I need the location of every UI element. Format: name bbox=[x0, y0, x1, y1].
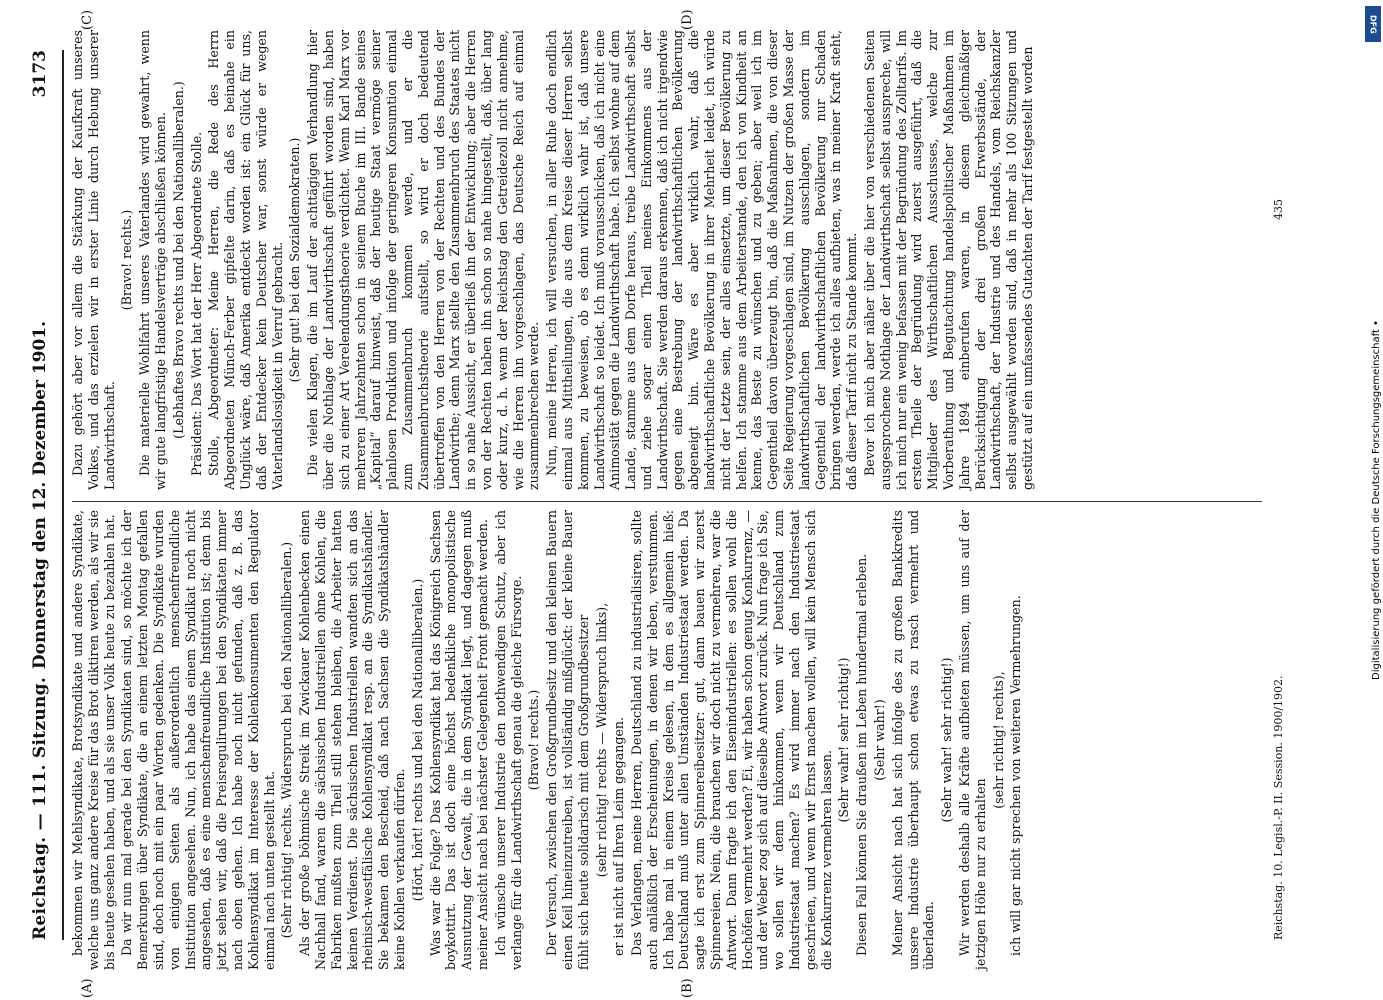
left-column-paragraph: (Bravo! rechts.) bbox=[526, 689, 542, 791]
footer-legislature: Reichstag. 10. Legisl.-P. II. Session. 1900/1902. bbox=[1272, 675, 1285, 940]
right-column-paragraph: (Lebhaftes Bravo rechts und bei den Nationalliberalen.) bbox=[170, 81, 186, 439]
left-column bbox=[70, 510, 1026, 970]
digitization-credit: Digitalisierung gefördert durch die Deutsche Forschungsgemeinschaft • bbox=[1371, 320, 1382, 680]
page-header bbox=[22, 50, 64, 940]
left-column-paragraph: (Sehr wahr! sehr richtig!) bbox=[836, 657, 852, 823]
left-column-paragraph: (Sehr wahr! sehr richtig!) bbox=[939, 657, 955, 823]
header-date: Donnerstag den 12. Dezember 1901. bbox=[30, 320, 50, 670]
page-number: 3173 bbox=[30, 50, 50, 98]
left-column-paragraph: Wir werden deshalb alle Kräfte aufbieten müssen, um uns auf der jetzigen Höhe nur zu erhalten bbox=[957, 510, 988, 970]
right-column-paragraph: (Bravo! rechts.) bbox=[119, 209, 135, 311]
column-divider bbox=[72, 501, 1262, 502]
right-column-paragraph: Nun, meine Herren, ich will versuchen, in aller Ruhe doch endlich einmal aus Mittheilungen, die aus dem Kreise dieser Herren selbst kommen, zu beweisen, ob es denn wirklich wahr ist, daß unsere Landwirthschaft so leidet. Ich muß vorausschicken, daß ich nicht eine Animosität gegen die Landwirthschaft habe. Ich selbst wohne auf dem Lande, stamme aus dem Dorfe heraus, treibe Landwirthschaft selbst und ziehe sogar einen Theil meines Einkommens aus der Landwirthschaft. Sie werden daraus erkennen, daß ich nicht irgendwie gegen eine Bestrebung der landwirthschaftlichen Bevölkerung abgeneigt bin. Wäre es aber wirklich wahr, daß die landwirthschaftliche Bevölkerung in ihrer Mehrheit leidet, ich würde nicht der Letzte sein, der alles einsetzte, um dieser Bevölkerung zu helfen. Ich stamme aus dem Arbeiterstande, den ich von Kindheit an kenne, das Beste zu wünschen und zu geben; aber weil ich im Gegentheil davon überzeugt bin, daß die Maßnahmen, die von dieser Seite Regierung vorgeschlagen sind, im Nutzen der großen Masse der landwirthschaftlichen Bevölkerung ausschlagen, sondern im Gegentheil der landwirthschaftlichen Bevölkerung nur Schaden bringen werden, werde ich alles aufbieten, was in meiner Kraft steht, daß dieser Tarif nicht zu Stande kommt. bbox=[544, 30, 860, 490]
footer-sheet-number: 435 bbox=[1272, 199, 1285, 220]
left-column-paragraph: ich will gar nicht sprechen von weiteren Vermehrungen. bbox=[1008, 595, 1024, 956]
left-column-paragraph: Meiner Ansicht nach hat sich infolge des zu großen Bankkredits unsere Industrie überhaupt schon etwas zu rasch vermehrt und überladen. bbox=[889, 510, 937, 970]
left-column-paragraph: er ist nicht auf Ihren Leim gegangen. bbox=[611, 717, 627, 956]
left-column-paragraph: (sehr richtig! rechts), bbox=[990, 671, 1006, 809]
right-column-paragraph: Bevor ich mich aber näher über die hier von verschiedenen Seiten ausgesprochene Nothlage der Landwirthschaft selbst ausspreche, will ich mich nur ein wenig befassen mit der Begründung des Zolltarifs. Im ersten Theile der Begründung wird zuerst ausgeführt, daß die Mitglieder des Wirthschaftlichen Ausschusses, welche zur Vorberathung und Begutachtung handelspolitischer Maßnahmen im Jahre 1894 einberufen waren, in diesem gleichmäßiger Berücksichtigung der drei großen Erwerbsstände, der Landwirthschaft, der Industrie und des Handels, vom Reichskanzler selbst ausgewählt worden sind, daß in mehr als 100 Sitzungen und gestützt auf ein umfassendes Gutachten der Tarif festgestellt worden bbox=[862, 30, 1036, 490]
left-column-paragraph: Als der große böhmische Streik im Zwickauer Kohlenbecken einen Nachhall fand, waren die sächsischen Industriellen ohne Kohlen, die Fabriken mußten zum Theil still stehen bleiben, die Arbeiter hatten keinen Verdienst. Die sächsischen Industriellen wandten sich an das rheinisch-westfälische Kohlensyndikat resp. an die Syndikatshändler. Sie bekamen den Bescheid, daß nach Sachsen die Syndikatshändler keine Kohlen verkaufen dürfen. bbox=[297, 510, 407, 970]
left-column-paragraph: Da wir nun mal gerade bei den Syndikaten sind, so möchte ich der Bemerkungen über Syndikate, die an einem letzten Montag gefallen sind, doch noch mit ein paar Worten gedenken. Die Syndikate wurden von einigen Seiten als außerordentlich menschenfreundliche Institution angesehen. Nun, ich habe das einem Syndikat noch nicht angesehen, daß es eine menschenfreundliche Institution ist; denn bis jetzt sehen wir, daß die Preisregulirungen bei den Syndikaten immer nach oben gehen. Ich habe noch nicht gefunden, daß z. B. das Kohlensyndikat im Interesse der Kohlenkonsumenten den Regulator einmal nach unten gestellt hat. bbox=[119, 510, 277, 970]
left-column-paragraph: (Hört, hört! rechts und bei den Nationalliberalen.) bbox=[409, 578, 425, 902]
left-column-paragraph: Diesen Fall können Sie draußen im Leben hundertmal erleben. bbox=[854, 553, 870, 956]
header-session: Reichstag. — 111. Sitzung. bbox=[30, 676, 50, 940]
page-footer bbox=[1272, 50, 1294, 940]
left-column-paragraph: (Sehr wahr!) bbox=[872, 699, 888, 781]
left-column-paragraph: Der Versuch, zwischen den Großgrundbesitz und den kleinen Bauern einen Keil hineinzutreiben, ist vollständig mißglückt: der kleine Bauer fühlt sich heute solidarisch mit dem Großgrundbesitzer bbox=[544, 510, 591, 970]
margin-mark-c: (C) bbox=[80, 9, 95, 30]
dfg-logo: DFG bbox=[1365, 6, 1381, 42]
right-column-paragraph: Die materielle Wohlfahrt unseres Vaterlandes wird gewahrt, wenn wir gute langfristige Handelsverträge abschließen können. bbox=[137, 30, 168, 490]
left-column-paragraph: Ich wünsche unserer Industrie den nothwendigen Schutz, aber ich verlange für die Landwirthschaft genau die gleiche Fürsorge. bbox=[492, 510, 524, 970]
digitization-sidebar bbox=[1370, 0, 1383, 1000]
margin-mark-b: (B) bbox=[680, 978, 695, 998]
margin-mark-a: (A) bbox=[80, 978, 95, 998]
right-column-paragraph: Präsident: Das Wort hat der Herr Abgeordnete Stolle. bbox=[188, 131, 204, 476]
right-column bbox=[70, 30, 1038, 490]
left-column-paragraph: (sehr richtig! rechts — Widerspruch links), bbox=[593, 602, 609, 878]
right-column-paragraph: Stolle, Abgeordneter: Meine Herren, die Rede des Herrn Abgeordneten Münch-Ferber gipfelte darin, daß es beinahe ein Unglück wäre, daß Amerika entdeckt worden ist: ein Glück für uns, daß der Entdecker kein Deutscher war, sonst würde er wegen Vaterlandslosigkeit in Verruf gebracht. bbox=[206, 30, 285, 490]
right-column-paragraph: Die vielen Klagen, die im Lauf der achttägigen Verhandlung hier über die Nothlage der Landwirthschaft geführt worden sind, haben sich zu einer Art Verelendungstheorie verdichtet. Wenn Karl Marx vor mehreren Jahrzehnten schon in seinem Buche im III. Bande seines „Kapital“ darauf hinweist, daß der heutige Staat vermöge seiner planlosen Produktion und infolge der geringeren Konsumtion einmal zum Zusammenbruch kommen werde, und er die Zusammenbruchstheorie aufstellt, so wird er doch bedeutend übertroffen von den Herren von der Rechten und des Bundes der Landwirthe; denn Marx stellte den Zusammenbruch des Staates nicht in so nahe Aussicht, er überließ ihn der Entwicklung; aber die Herren von der Rechten haben ihn schon so nahe hingestellt, daß, über lang oder kurz, d. h. wenn der Reichstag den Getreidezoll nicht annehme, wie die Herren ihn vorgeschlagen, das Deutsche Reich auf einmal zusammenbrechen werde. bbox=[305, 30, 542, 490]
left-column-paragraph: Das Verlangen, meine Herren, Deutschland zu industrialisiren, sollte auch anläßlich der Erscheinungen, in denen wir leben, verstummen. Ich habe mal in einem Kreise gelesen, in dem es allgemein hieß: Deutschland muß unter allen Umständen Industriestaat werden. Da sagte ich erst zum Spinnereibesitzer: gut, dann bauen wir zuerst Spinnereien. Nein, die brauchen wir doch nicht zu vermehren, war die Antwort. Dann fragte ich den Eisenindustriellen: es sollen wohl die Hochöfen vermehrt werden? Ei, wir haben schon genug Konkurrenz, — und der Weber zog sich auf dieselbe Antwort zurück. Nun frage ich Sie, wo sollen wir denn hinkommen, wenn wir Deutschland zum Industriestaat machen? Es wird immer nach den Industriestaat geschrieen, und wenn wir Ernst machen wollen, will kein Mensch sich die Konkurrenz vermehren lassen. bbox=[629, 510, 834, 970]
left-column-paragraph: bekommen wir Mehlsyndikate, Brotsyndikate und andere Syndikate, welche uns ganz andere Kreise für das Brot diktiren werden, als wir sie bis heute gesehen haben, und als sie unser Volk heute zu bezahlen hat. bbox=[70, 510, 117, 970]
left-column-paragraph: Was war die Folge? Das Kohlensyndikat hat das Königreich Sachsen boykottirt. Das ist doch eine höchst bedenkliche monopolistische Ausnutzung der Gewalt, die in dem Syndikat liegt, und dagegen muß meiner Ansicht nach bei nächster Gelegenheit Front gemacht werden. bbox=[427, 510, 490, 970]
right-column-paragraph: Dazu gehört aber vor allem die Stärkung der Kaufkraft unseres Volkes, und das erzielen wir in erster Linie durch Hebung unserer Landwirthschaft. bbox=[70, 30, 117, 490]
right-column-paragraph: (Sehr gut! bei den Sozialdemokraten.) bbox=[287, 137, 303, 383]
margin-mark-d: (D) bbox=[680, 9, 695, 30]
left-column-paragraph: (Sehr richtig! rechts. Widerspruch bei den Nationalliberalen.) bbox=[279, 541, 295, 939]
